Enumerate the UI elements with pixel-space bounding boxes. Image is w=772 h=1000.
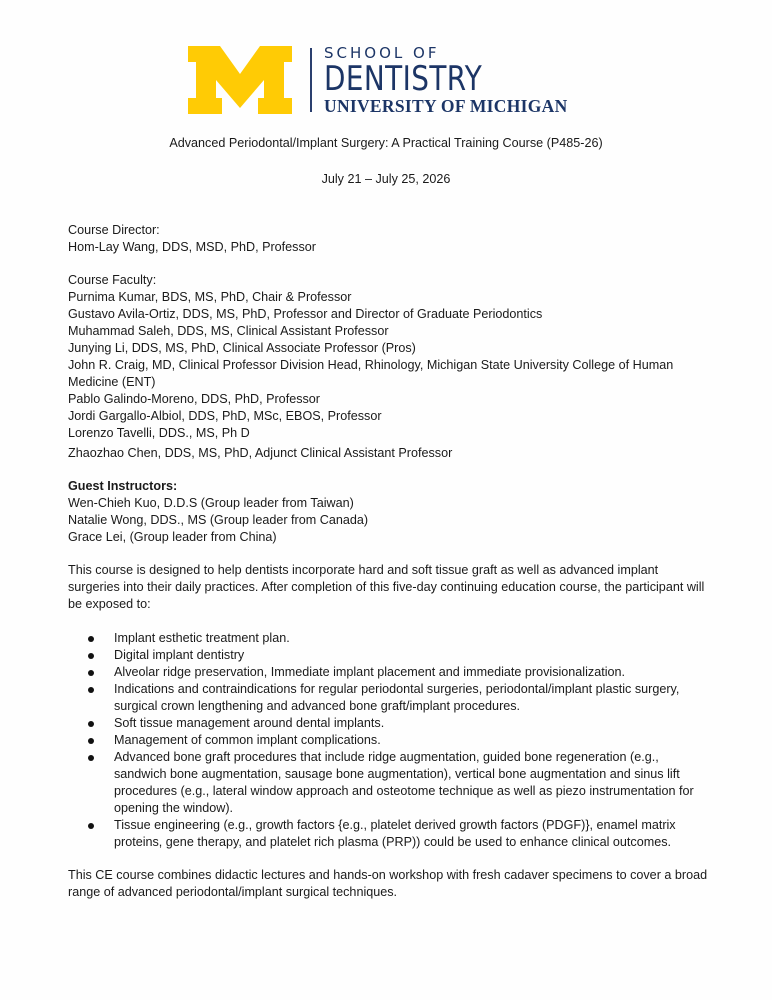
topic-item <box>88 817 708 851</box>
topic-item <box>88 749 708 817</box>
faculty-member: Muhammad Saleh, DDS, MS, Clinical Assistant Professor <box>68 324 389 338</box>
bullet-icon <box>88 755 94 761</box>
guest-instructor: Wen-Chieh Kuo, D.D.S (Group leader from Taiwan) <box>68 496 354 510</box>
bullet-icon <box>88 687 94 693</box>
topic-text: Soft tissue management around dental implants. <box>114 716 385 730</box>
topic-item <box>88 715 708 732</box>
guest-instructor: Grace Lei, (Group leader from China) <box>68 530 277 544</box>
course-director-label: Course Director: <box>68 223 160 237</box>
topic-item <box>88 647 708 664</box>
guest-instructor: Natalie Wong, DDS., MS (Group leader from Canada) <box>68 513 369 527</box>
faculty-member: John R. Craig, MD, Clinical Professor Division Head, Rhinology, Michigan State University College of Human <box>68 358 674 372</box>
logo-school-of: SCHOOL OF <box>324 43 440 62</box>
course-dates: July 21 – July 25, 2026 <box>321 172 451 186</box>
topic-item <box>88 630 708 647</box>
faculty-member: Junying Li, DDS, MS, PhD, Clinical Associate Professor (Pros) <box>68 341 416 355</box>
topics-list <box>88 630 708 851</box>
topic-item <box>88 732 708 749</box>
bullet-icon <box>88 823 94 829</box>
faculty-member: Jordi Gargallo-Albiol, DDS, PhD, MSc, EBOS, Professor <box>68 409 382 423</box>
bullet-icon <box>88 670 94 676</box>
course-faculty-label: Course Faculty: <box>68 273 157 287</box>
logo-divider <box>310 48 312 112</box>
guest-instructors-label: Guest Instructors: <box>68 479 178 493</box>
faculty-member: Purnima Kumar, BDS, MS, PhD, Chair & Professor <box>68 290 352 304</box>
topic-text: Management of common implant complications. <box>114 733 381 747</box>
logo-wordmark <box>324 45 568 116</box>
guest-instructors-section <box>68 478 708 546</box>
topic-text: Alveolar ridge preservation, Immediate implant placement and immediate provisionalization. <box>114 665 625 679</box>
faculty-member: Zhaozhao Chen, DDS, MS, PhD, Adjunct Clinical Assistant Professor <box>68 446 453 460</box>
course-director-name: Hom-Lay Wang, DDS, MSD, PhD, Professor <box>68 240 316 254</box>
logo-university: UNIVERSITY OF MICHIGAN <box>324 95 568 116</box>
faculty-member: Lorenzo Tavelli, DDS., MS, Ph D <box>68 426 250 440</box>
topic-text: Digital implant dentistry <box>114 648 245 662</box>
bullet-icon <box>88 721 94 727</box>
topic-item <box>88 681 708 715</box>
topic-text: Indications and contraindications for regular periodontal surgeries, periodontal/implant plastic surgery, surgical crown lengthening and advanced bone graft/implant procedures. <box>114 682 680 713</box>
school-logo <box>188 44 568 116</box>
topic-text: Advanced bone graft procedures that include ridge augmentation, guided bone regeneration (e.g., sandwich bone augmentation, sausage bone augmentation), vertical bone augmentation and sinus lift procedures (e.g., lateral window approach and osteotome technique as well as piezo instrumentation for opening the window). <box>114 750 694 815</box>
topic-item <box>88 664 708 681</box>
faculty-member: Pablo Galindo-Moreno, DDS, PhD, Professor <box>68 392 320 406</box>
faculty-member-continued: Medicine (ENT) <box>68 375 156 389</box>
block-m-icon <box>188 46 292 114</box>
course-title: Advanced Periodontal/Implant Surgery: A Practical Training Course (P485-26) <box>169 136 603 150</box>
course-director-section <box>68 222 708 256</box>
bullet-icon <box>88 636 94 642</box>
bullet-icon <box>88 738 94 744</box>
faculty-member: Gustavo Avila-Ortiz, DDS, MS, PhD, Professor and Director of Graduate Periodontics <box>68 307 543 321</box>
topic-text: Tissue engineering (e.g., growth factors {e.g., platelet derived growth factors (PDGF)}, enamel matrix proteins, gene therapy, and platelet rich plasma (PRP)) could be used to enhance clinical outcomes. <box>114 818 676 849</box>
topic-text: Implant esthetic treatment plan. <box>114 631 290 645</box>
course-intro-paragraph: This course is designed to help dentists incorporate hard and soft tissue graft as well as advanced implant surgeries into their daily practices. After completion of this five-day continuing education course, the participant will be exposed to: <box>68 563 705 611</box>
course-faculty-section <box>68 272 708 462</box>
logo-dentistry: DENTISTRY <box>324 58 483 99</box>
closing-paragraph: This CE course combines didactic lectures and hands-on workshop with fresh cadaver specimens to cover a broad range of advanced periodontal/implant surgical techniques. <box>68 868 708 899</box>
bullet-icon <box>88 653 94 659</box>
